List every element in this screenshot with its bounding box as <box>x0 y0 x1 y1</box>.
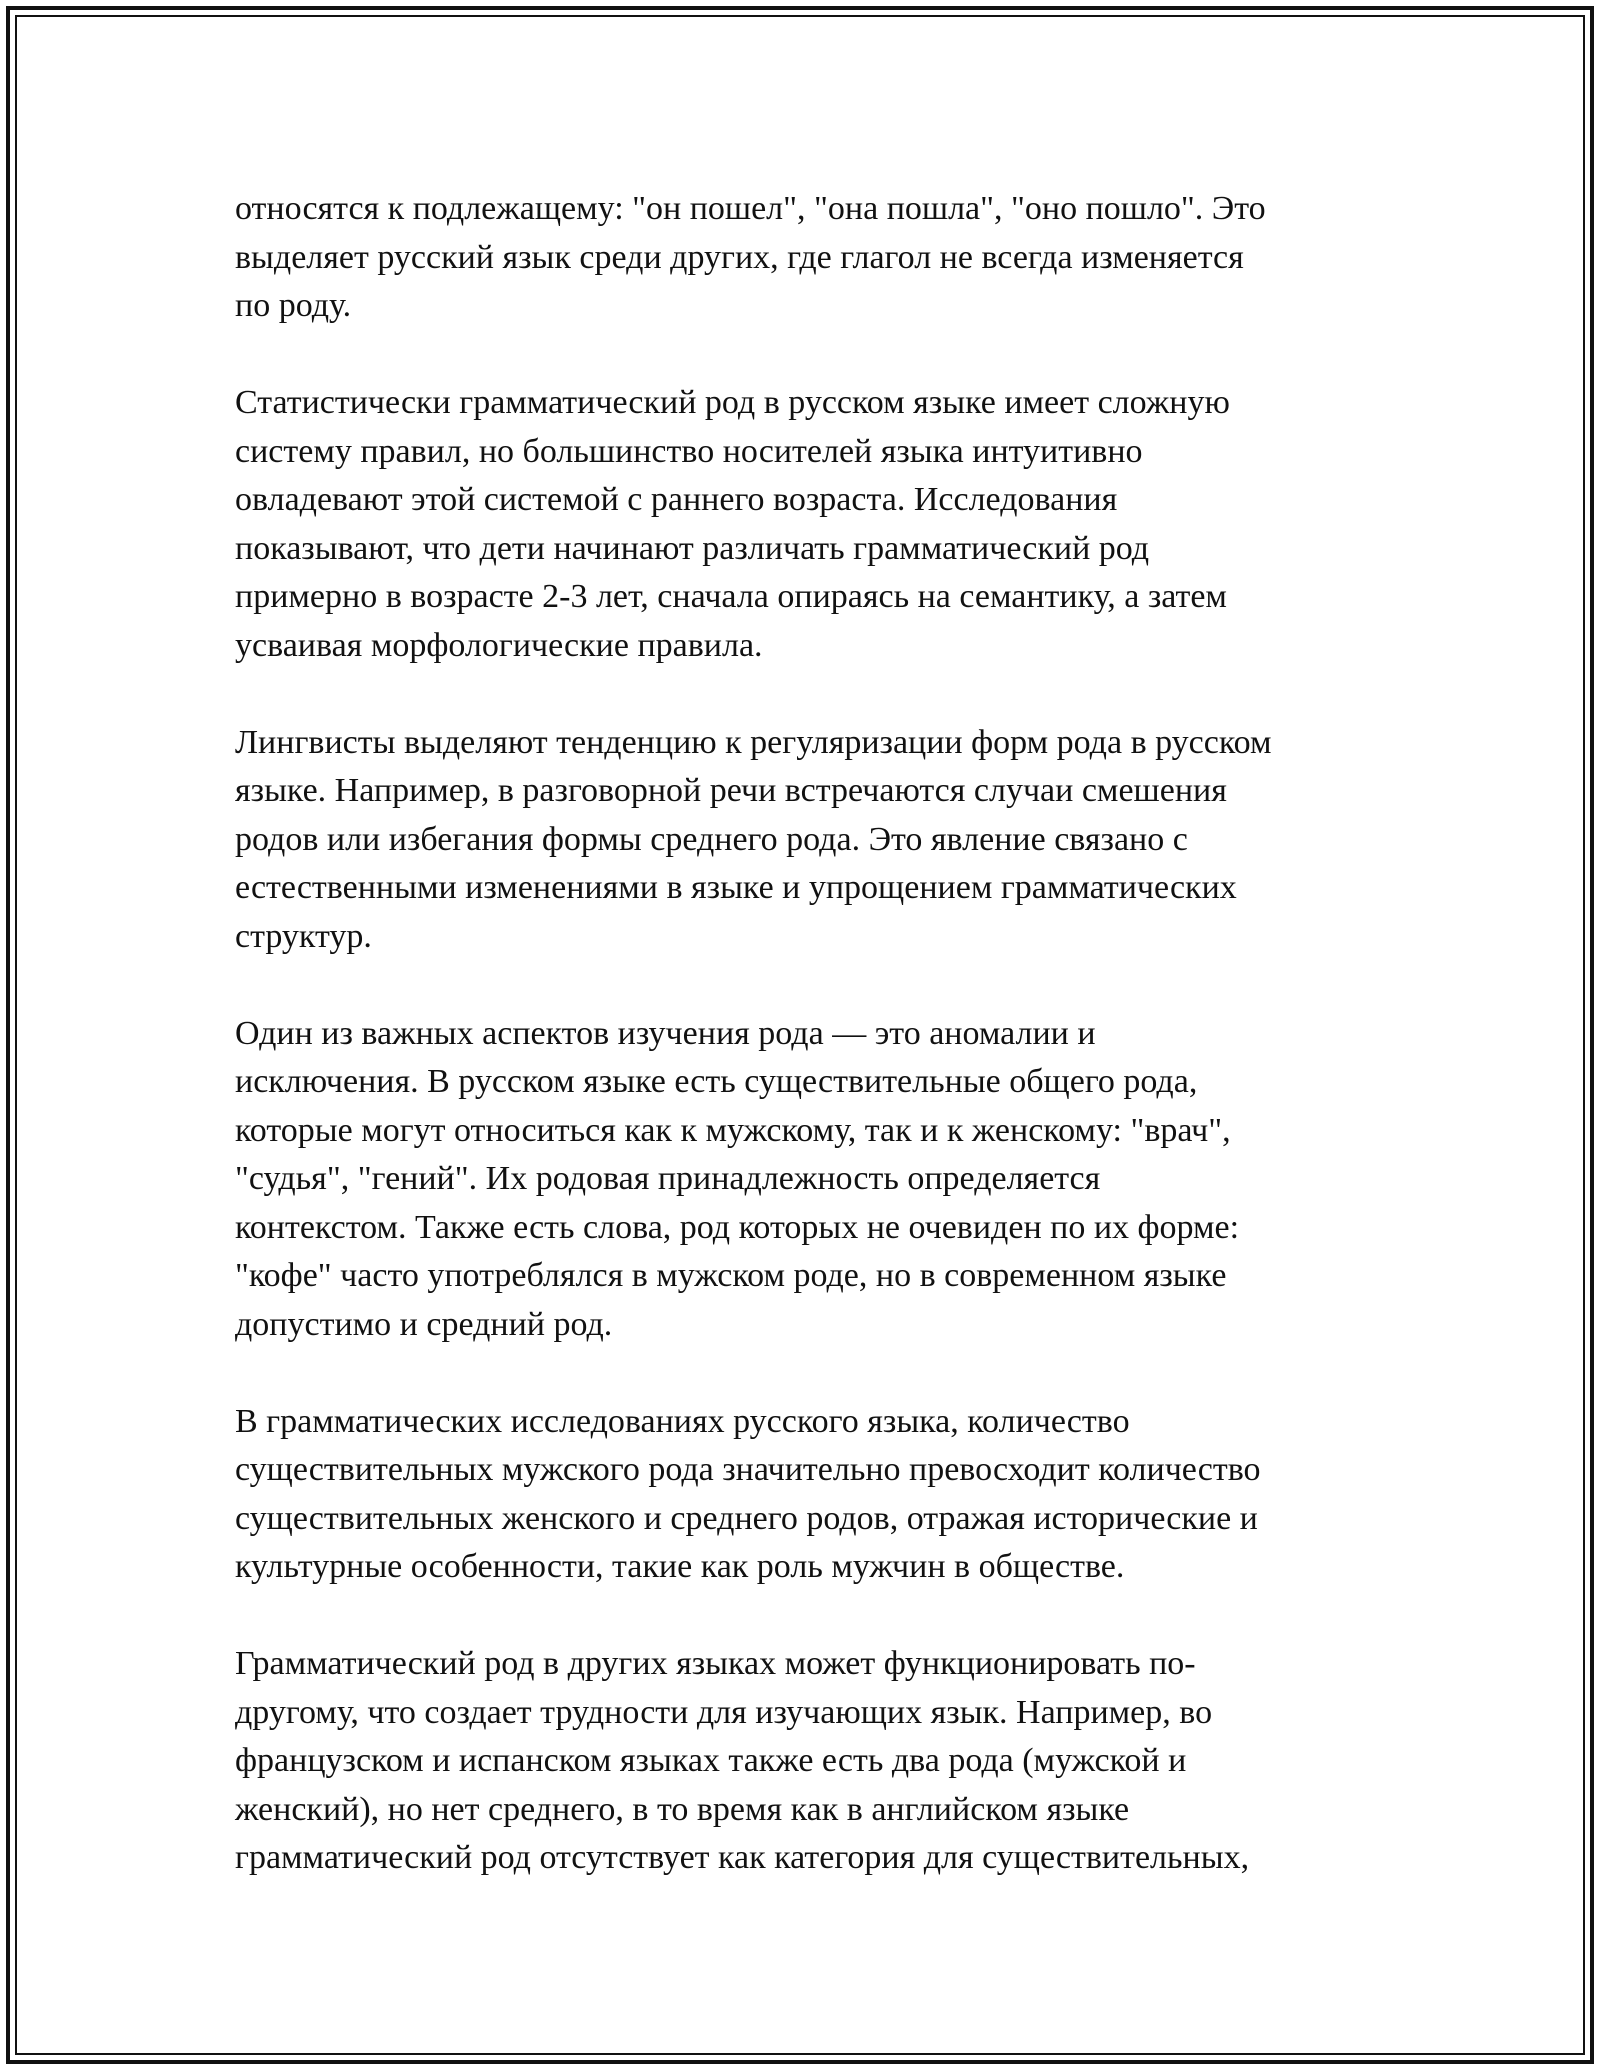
text-line: французском и испанском языках также есть два рода (мужской и <box>235 1742 1187 1779</box>
paragraph-4 <box>235 1010 1395 1350</box>
text-line: Грамматический род в других языках может функционировать по- <box>235 1645 1196 1682</box>
text-line: усваивая морфологические правила. <box>235 626 763 664</box>
text-line: относятся к подлежащему: "он пошел", "она пошла", "оно пошло". Это <box>235 190 1266 227</box>
text-line: языке. Например, в разговорной речи встречаются случаи смешения <box>235 772 1227 809</box>
paragraph-3 <box>235 719 1395 962</box>
text-line: другому, что создает трудности для изучающих язык. Например, во <box>235 1693 1213 1731</box>
paragraph-6 <box>235 1640 1395 1883</box>
text-line: по роду. <box>235 287 352 324</box>
text-line: естественными изменениями в языке и упрощением грамматических <box>235 869 1237 906</box>
text-line: примерно в возрасте 2-3 лет, сначала опираясь на семантику, а затем <box>235 578 1227 615</box>
paragraph-2 <box>235 379 1395 670</box>
text-line: исключения. В русском языке есть существительные общего рода, <box>235 1063 1198 1100</box>
text-line: Один из важных аспектов изучения рода — это аномалии и <box>235 1014 1096 1052</box>
paragraph-5 <box>235 1398 1395 1592</box>
text-line: культурные особенности, такие как роль мужчин в обществе. <box>235 1548 1125 1585</box>
text-line: структур. <box>235 917 372 955</box>
text-line: систему правил, но большинство носителей языка интуитивно <box>235 432 1143 470</box>
text-line: выделяет русский язык среди других, где глагол не всегда изменяется <box>235 238 1244 276</box>
text-line: "судья", "гений". Их родовая принадлежность определяется <box>235 1160 1101 1197</box>
text-line: которые могут относиться как к мужскому, так и к женскому: "врач", <box>235 1111 1231 1149</box>
text-line: существительных женского и среднего родов, отражая исторические и <box>235 1499 1258 1537</box>
text-line: Статистически грамматический род в русском языке имеет сложную <box>235 384 1230 421</box>
paragraph-1 <box>235 185 1395 331</box>
text-line: женский), но нет среднего, в то время как в английском языке <box>235 1790 1130 1828</box>
text-line: допустимо и средний род. <box>235 1305 613 1343</box>
text-line: существительных мужского рода значительно превосходит количество <box>235 1451 1261 1488</box>
text-line: "кофе" часто употреблялся в мужском роде, но в современном языке <box>235 1257 1227 1294</box>
text-line: показывают, что дети начинают различать грамматический род <box>235 529 1150 567</box>
text-line: контекстом. Также есть слова, род которых не очевиден по их форме: <box>235 1208 1240 1246</box>
text-line: грамматический род отсутствует как категория для существительных, <box>235 1839 1250 1876</box>
text-line: Лингвисты выделяют тенденцию к регуляризации форм рода в русском <box>235 723 1272 761</box>
text-line: В грамматических исследованиях русского языка, количество <box>235 1402 1130 1440</box>
document-body <box>235 185 1395 1931</box>
text-line: овладевают этой системой с раннего возраста. Исследования <box>235 481 1118 518</box>
text-line: родов или избегания формы среднего рода. Это явление связано с <box>235 820 1188 858</box>
